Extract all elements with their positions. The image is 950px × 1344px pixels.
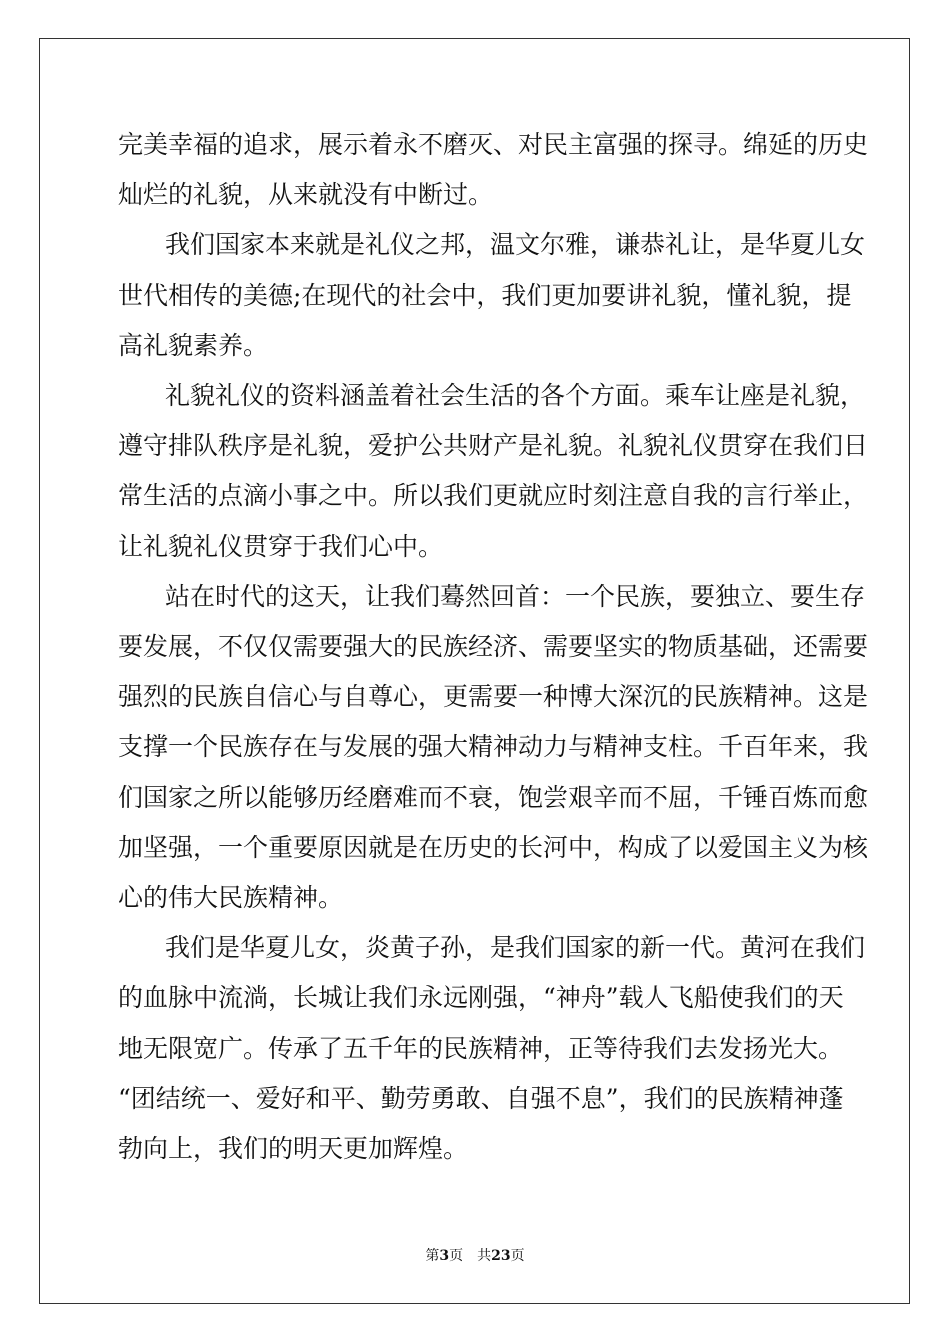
paragraph-4-line-3: 强烈的民族自信心与自尊心，更需要一种博大深沉的民族精神。这是: [118, 682, 869, 712]
total-prefix: 共: [477, 1248, 492, 1264]
paragraph-4-line-7: 心的伟大民族精神。: [118, 883, 344, 912]
paragraph-3-line-2: 遵守排队秩序是礼貌，爱护公共财产是礼貌。礼貌礼仪贯穿在我们日: [118, 431, 869, 461]
paragraph-5-line-4: “团结统一、爱好和平、勤劳勇敢、自强不息”，我们的民族精神蓬: [118, 1083, 844, 1113]
paragraph-5-line-2: 的血脉中流淌，长城让我们永远刚强，“神舟”载人飞船使我们的天: [118, 983, 844, 1013]
paragraph-1-line-2: 灿烂的礼貌，从来就没有中断过。: [118, 180, 494, 210]
page-footer: [0, 1246, 950, 1266]
page-number: 3: [439, 1248, 450, 1264]
paragraph-5-line-5: 勃向上，我们的明天更加辉煌。: [118, 1134, 469, 1163]
paragraph-2-line-1: 我们国家本来就是礼仪之邦，温文尔雅，谦恭礼让，是华夏儿女: [165, 230, 866, 260]
paragraph-2-line-3: 高礼貌素养。: [118, 330, 269, 360]
page-prefix: 第: [425, 1248, 440, 1264]
page-suffix: 页: [449, 1248, 464, 1264]
paragraph-4-line-6: 加坚强，一个重要原因就是在历史的长河中，构成了以爱国主义为核: [118, 832, 869, 862]
paragraph-4-line-4: 支撑一个民族存在与发展的强大精神动力与精神支柱。千百年来，我: [118, 732, 869, 762]
paragraph-4-line-2: 要发展，不仅仅需要强大的民族经济、需要坚实的物质基础，还需要: [118, 632, 869, 661]
paragraph-3-line-3: 常生活的点滴小事之中。所以我们更就应时刻注意自我的言行举止，: [118, 481, 869, 511]
paragraph-4-line-5: 们国家之所以能够历经磨难而不衰，饱尝艰辛而不屈，千锤百炼而愈: [118, 782, 869, 812]
total-suffix: 页: [510, 1248, 525, 1264]
paragraph-4-line-1: 站在时代的这天，让我们蓦然回首：一个民族，要独立、要生存: [165, 581, 866, 611]
paragraph-5-line-1: 我们是华夏儿女，炎黄子孙，是我们国家的新一代。黄河在我们: [165, 933, 866, 963]
paragraph-5-line-3: 地无限宽广。传承了五千年的民族精神，正等待我们去发扬光大。: [118, 1033, 844, 1063]
paragraph-1-line-1: 完美幸福的追求，展示着永不磨灭、对民主富强的探寻。绵延的历史: [118, 130, 869, 159]
paragraph-3-line-4: 让礼貌礼仪贯穿于我们心中。: [118, 531, 444, 561]
total-pages: 23: [491, 1248, 511, 1264]
paragraph-2-line-2: 世代相传的美德;在现代的社会中，我们更加要讲礼貌，懂礼貌，提: [118, 280, 852, 310]
paragraph-3-line-1: 礼貌礼仪的资料涵盖着社会生活的各个方面。乘车让座是礼貌，: [165, 381, 866, 410]
